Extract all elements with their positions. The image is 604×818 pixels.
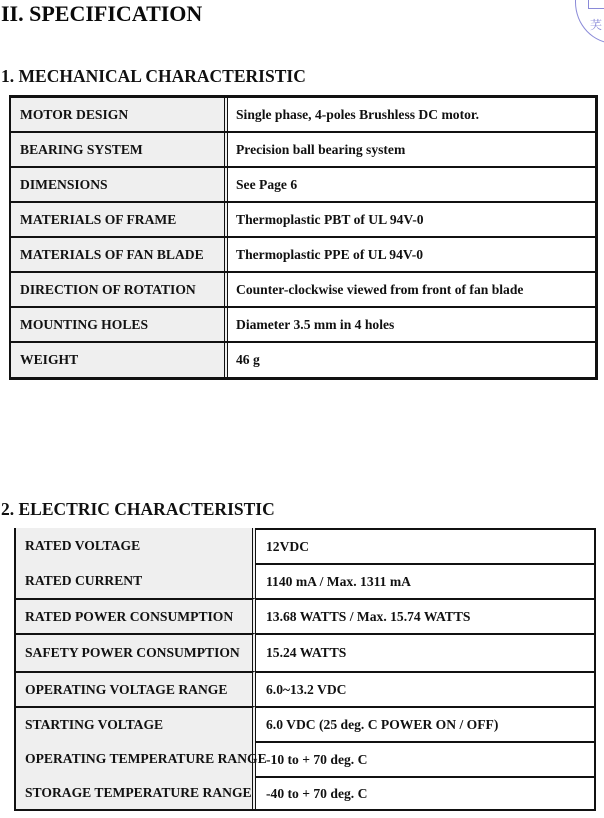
spec-label: OPERATING TEMPERATURE RANGE bbox=[16, 741, 256, 776]
spec-label: MATERIALS OF FAN BLADE bbox=[11, 238, 228, 271]
table-row bbox=[16, 776, 596, 811]
stamp-glyph-icon: 芺 bbox=[590, 18, 603, 32]
spec-label: RATED POWER CONSUMPTION bbox=[16, 598, 256, 633]
spec-label: MATERIALS OF FRAME bbox=[11, 203, 228, 236]
spec-label: RATED CURRENT bbox=[16, 563, 256, 598]
spec-value: 13.68 WATTS / Max. 15.74 WATTS bbox=[256, 598, 596, 633]
spec-value: -40 to + 70 deg. C bbox=[256, 776, 596, 809]
spec-value: See Page 6 bbox=[228, 168, 595, 201]
spec-value: Diameter 3.5 mm in 4 holes bbox=[228, 308, 595, 341]
spec-label: RATED VOLTAGE bbox=[16, 528, 256, 563]
table-row bbox=[11, 98, 595, 133]
spec-value: 15.24 WATTS bbox=[256, 633, 596, 671]
spec-value: Counter-clockwise viewed from front of fan blade bbox=[228, 273, 595, 306]
page-title: II. SPECIFICATION bbox=[1, 1, 203, 26]
spec-label: STORAGE TEMPERATURE RANGE bbox=[16, 776, 256, 809]
stamp-inner-frame bbox=[588, 0, 604, 9]
electric-heading: 2. ELECTRIC CHARACTERISTIC bbox=[1, 499, 275, 519]
spec-label: STARTING VOLTAGE bbox=[16, 706, 256, 741]
spec-label: MOUNTING HOLES bbox=[11, 308, 228, 341]
table-row bbox=[11, 168, 595, 203]
spec-value: -10 to + 70 deg. C bbox=[256, 741, 596, 776]
spec-label: MOTOR DESIGN bbox=[11, 98, 228, 131]
table-row bbox=[11, 238, 595, 273]
spec-value: 12VDC bbox=[256, 528, 596, 563]
table-row bbox=[16, 563, 596, 598]
table-row bbox=[11, 203, 595, 238]
table-row bbox=[16, 706, 596, 741]
table-row bbox=[16, 528, 596, 563]
spec-label: WEIGHT bbox=[11, 343, 228, 377]
mechanical-table bbox=[9, 95, 598, 380]
spec-label: DIMENSIONS bbox=[11, 168, 228, 201]
table-row bbox=[11, 343, 595, 377]
table-row bbox=[11, 273, 595, 308]
mechanical-heading: 1. MECHANICAL CHARACTERISTIC bbox=[1, 66, 306, 86]
spec-value: Thermoplastic PPE of UL 94V-0 bbox=[228, 238, 595, 271]
table-row bbox=[11, 308, 595, 343]
spec-label: BEARING SYSTEM bbox=[11, 133, 228, 166]
spec-value: 6.0~13.2 VDC bbox=[256, 671, 596, 706]
spec-label: SAFETY POWER CONSUMPTION bbox=[16, 633, 256, 671]
table-row bbox=[16, 741, 596, 776]
table-row bbox=[16, 598, 596, 633]
spec-label: OPERATING VOLTAGE RANGE bbox=[16, 671, 256, 706]
table-row bbox=[16, 671, 596, 706]
spec-value: 46 g bbox=[228, 343, 595, 377]
table-row bbox=[16, 633, 596, 671]
spec-value: Single phase, 4-poles Brushless DC motor. bbox=[228, 98, 595, 131]
spec-value: Thermoplastic PBT of UL 94V-0 bbox=[228, 203, 595, 236]
electric-table bbox=[14, 528, 596, 811]
table-row bbox=[11, 133, 595, 168]
spec-value: Precision ball bearing system bbox=[228, 133, 595, 166]
spec-value: 6.0 VDC (25 deg. C POWER ON / OFF) bbox=[256, 706, 596, 741]
spec-value: 1140 mA / Max. 1311 mA bbox=[256, 563, 596, 598]
spec-label: DIRECTION OF ROTATION bbox=[11, 273, 228, 306]
